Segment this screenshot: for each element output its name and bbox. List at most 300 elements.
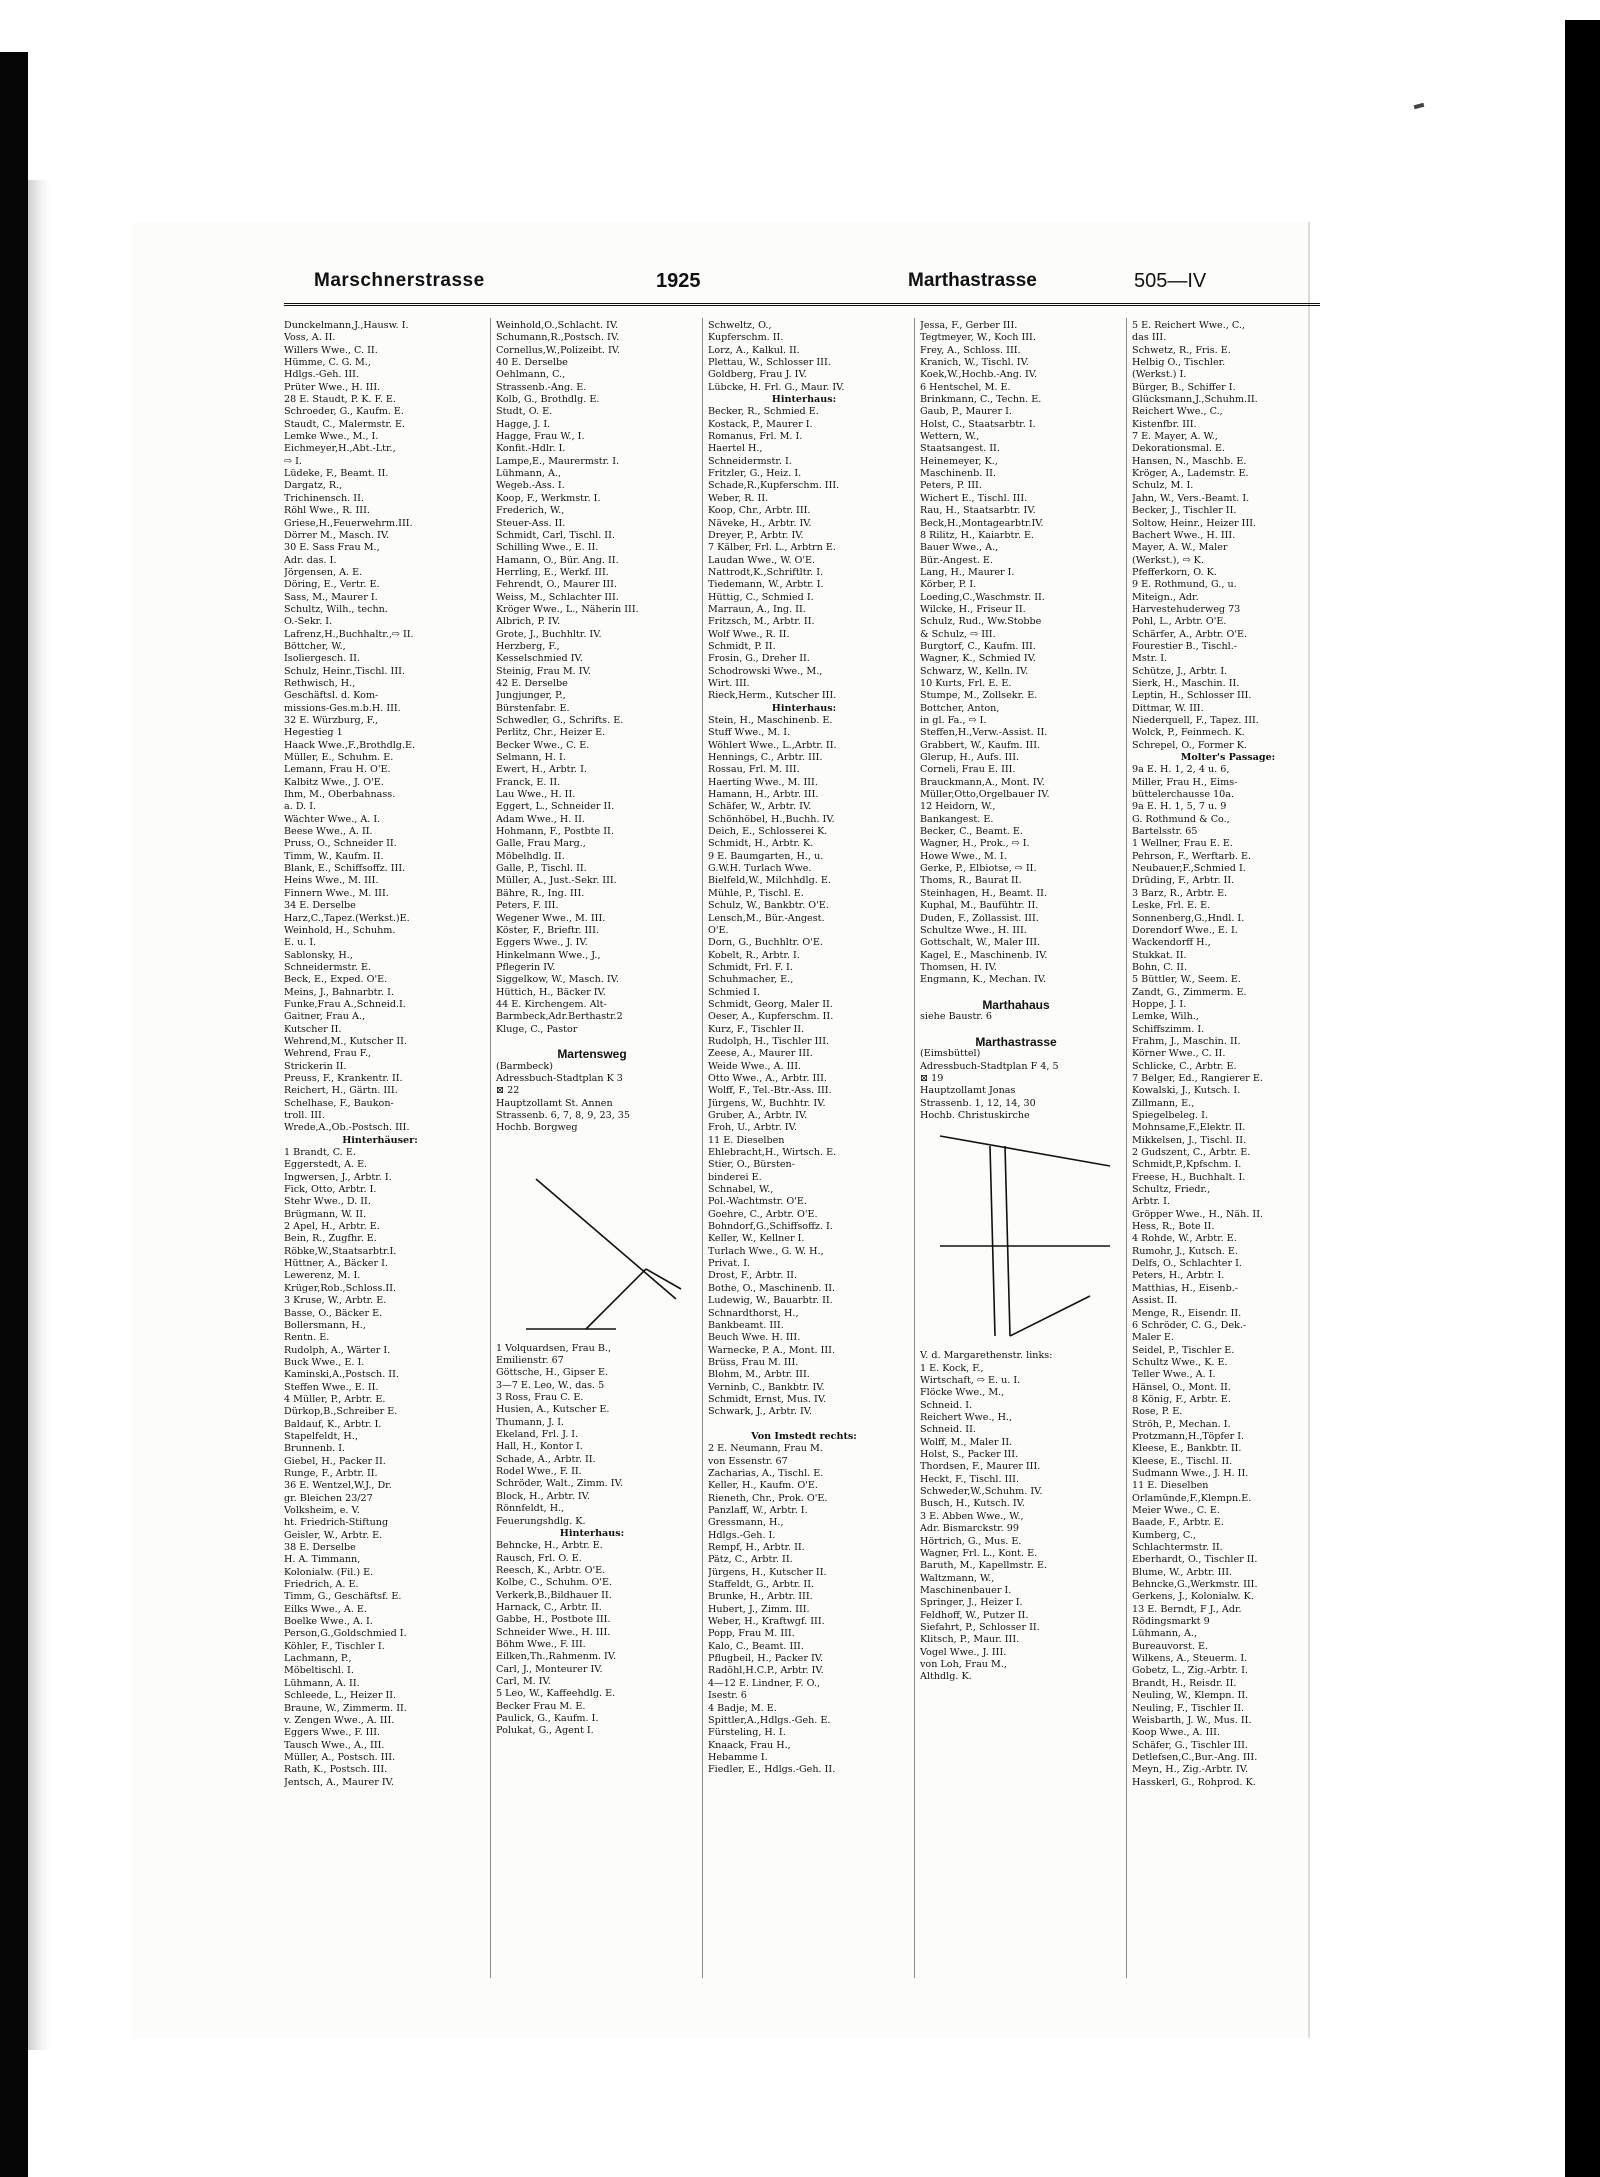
directory-entry: Heins Wwe., M. III. — [284, 875, 379, 887]
directory-entry: Wegeb.-Ass. I. — [496, 480, 565, 492]
scan-background — [0, 0, 1600, 52]
directory-entry: ht. Friedrich-Stiftung — [284, 1517, 389, 1529]
directory-entry: Emilienstr. 67 — [496, 1355, 564, 1367]
directory-entry: Schultz, Wilh., techn. — [284, 603, 388, 615]
directory-entry: Schütze, J., Arbtr. I. — [1132, 665, 1228, 677]
directory-entry: siehe Baustr. 6 — [920, 1011, 993, 1023]
directory-entry: Froh, U., Arbtr. IV. — [708, 1122, 797, 1134]
directory-entry: Schönhöbel, H.,Buchh. IV. — [708, 813, 835, 825]
directory-entry: v. Zengen Wwe., A. III. — [284, 1714, 395, 1726]
directory-entry: 1 Brandt, C. E. — [284, 1147, 356, 1159]
directory-entry: Haertel H., — [708, 443, 763, 455]
directory-entry: Adressbuch-Stadtplan F 4, 5 — [920, 1060, 1059, 1072]
directory-entry: Baldauf, K., Arbtr. I. — [284, 1418, 382, 1430]
street-line — [1010, 1296, 1090, 1336]
directory-entry: O'E. — [708, 924, 729, 936]
directory-entry: Sass, M., Maurer I. — [284, 591, 378, 603]
directory-entry: Becker, J., Tischler II. — [1132, 505, 1237, 517]
directory-entry: Bein, R., Zugfhr. E. — [284, 1233, 377, 1245]
directory-entry: Selmann, H. I. — [496, 752, 566, 764]
directory-entry: Schulz, Rud., Ww.Stobbe — [920, 616, 1042, 628]
column-1 — [284, 320, 476, 1789]
column-5 — [1132, 320, 1324, 1789]
directory-entry: Blank, E., Schiffsoffz. III. — [284, 863, 406, 875]
directory-entry: Steffen Wwe., E. II. — [284, 1381, 379, 1393]
directory-entry: Dittmar, W. III. — [1132, 702, 1204, 714]
directory-entry: Müller, A., Postsch. III. — [284, 1751, 396, 1763]
directory-entry: Feuerungshdlg. K. — [496, 1515, 586, 1527]
directory-entry: Thumann, J. I. — [496, 1416, 565, 1428]
directory-entry: Sablonsky, H., — [284, 949, 353, 961]
directory-entry: Tiedemann, W., Arbtr. I. — [708, 579, 824, 591]
directory-entry: Müller,Otto,Orgelbauer IV. — [920, 789, 1050, 801]
directory-entry: büttelerchausse 10a. — [1132, 789, 1235, 801]
directory-entry: troll. III. — [284, 1110, 325, 1121]
directory-entry: Strassenb. 1, 12, 14, 30 — [920, 1097, 1036, 1109]
directory-entry: Mikkelsen, J., Tischl. II. — [1132, 1134, 1247, 1146]
directory-entry: 6 Schröder, C. G., Dek.- — [1132, 1319, 1247, 1331]
directory-entry: Pehrson, F., Werftarb. E. — [1132, 850, 1252, 862]
street-line — [990, 1146, 995, 1336]
directory-entry: Pflegerin IV. — [496, 961, 556, 973]
directory-entry: 1 E. Kock, F., — [920, 1362, 984, 1374]
directory-entry: Ströh, P., Mechan. I. — [1132, 1418, 1231, 1430]
directory-entry: Adr. das. I. — [284, 554, 337, 566]
directory-entry: 7 Kälber, Frl. L., Arbtrn E. — [708, 542, 836, 554]
directory-entry: Schade,R.,Kupferschm. III. — [708, 480, 840, 492]
directory-entry: Pruss, O., Schneider II. — [284, 838, 397, 850]
directory-entry: Wrede,A.,Ob.-Postsch. III. — [284, 1122, 410, 1134]
directory-entry: Schade, A., Arbtr. II. — [496, 1453, 596, 1465]
directory-entry: Jentsch, A., Maurer IV. — [284, 1776, 394, 1788]
directory-entry: Meier Wwe., C. E. — [1132, 1505, 1220, 1516]
directory-entry: Beck,H.,Montagearbtr.IV. — [920, 517, 1044, 529]
directory-entry: Stumpe, M., Zollsekr. E. — [920, 690, 1038, 702]
directory-entry: Reesch, K., Arbtr. O'E. — [496, 1564, 606, 1576]
directory-entry: Tegtmeyer, W., Koch III. — [920, 332, 1036, 344]
section-heading: Hinterhäuser: — [342, 1134, 418, 1146]
directory-entry: Romanus, Frl. M. I. — [708, 431, 803, 443]
directory-entry: binderei E. — [708, 1171, 762, 1183]
directory-entry: 30 E. Sass Frau M., — [284, 542, 380, 554]
directory-entry: Schneid. I. — [920, 1399, 973, 1411]
directory-entry: Hüttner, A., Bäcker I. — [284, 1258, 388, 1270]
directory-entry: (Barmbeck) — [496, 1060, 553, 1072]
directory-entry: Otto Wwe., A., Arbtr. III. — [708, 1072, 827, 1084]
directory-entry: Kolb, G., Brothdlg. E. — [496, 394, 600, 406]
directory-entry: Mayer, A. W., Maler — [1132, 542, 1228, 554]
directory-entry: Staatsangest. II. — [920, 443, 1000, 455]
directory-entry: Gaub, P., Maurer I. — [920, 406, 1012, 418]
directory-entry: Staudt, C., Malermstr. E. — [284, 418, 406, 430]
directory-entry: Nattrodt,K.,Schriftltr. I. — [708, 566, 824, 578]
directory-entry: Haack Wwe.,F.,Brothdlg.E. — [284, 739, 416, 751]
directory-entry: Rose, P. E. — [1132, 1406, 1183, 1418]
directory-entry: Fick, Otto, Arbtr. I. — [284, 1184, 377, 1196]
street-sketch-martensweg — [496, 1139, 686, 1339]
directory-entry: Müller, A., Just.-Sekr. III. — [496, 875, 617, 887]
directory-entry: Weinhold, H., Schuhm. — [284, 924, 396, 936]
directory-entry: Isoliergesch. II. — [284, 653, 360, 665]
directory-entry: a. D. I. — [284, 801, 317, 813]
directory-entry: Gressmann, H., — [708, 1517, 784, 1529]
directory-entry: Bürger, B., Schiffer I. — [1132, 381, 1236, 393]
directory-entry: Eggers Wwe., F. III. — [284, 1727, 381, 1739]
directory-entry: Zeese, A., Maurer III. — [708, 1048, 813, 1060]
directory-entry: Drost, F., Arbtr. II. — [708, 1270, 798, 1282]
directory-entry: Rausch, Frl. O. E. — [496, 1552, 582, 1564]
directory-entry: Grabbert, W., Kaufm. III. — [920, 739, 1041, 751]
directory-entry: 4 Badje, M. E. — [708, 1702, 777, 1714]
directory-entry: Eichmeyer,H.,Abt.-Ltr., — [284, 443, 396, 455]
directory-entry: Becker Wwe., C. E. — [496, 739, 590, 751]
directory-entry: Herzberg, F., — [496, 640, 560, 652]
header-page-number: 505—IV — [1134, 270, 1207, 292]
directory-entry: Hoppe, J. I. — [1132, 998, 1187, 1010]
directory-entry: Brauckmann,A., Mont. IV. — [920, 776, 1045, 788]
directory-entry: Maler E. — [1132, 1332, 1174, 1344]
directory-entry: Rudolph, A., Wärter I. — [284, 1344, 391, 1356]
directory-entry: Kolonialw. (Fil.) E. — [284, 1566, 374, 1578]
header-right-street: Marthastrasse — [908, 270, 1037, 291]
directory-entry: Finnern Wwe., M. III. — [284, 887, 389, 899]
directory-entry: Voss, A. II. — [284, 332, 336, 344]
directory-entry: Frederich, W., — [496, 505, 565, 517]
directory-entry: Engmann, K., Mechan. IV. — [920, 974, 1047, 986]
directory-entry: Stuff Wwe., M. I. — [708, 727, 791, 739]
directory-entry: Kuphal, M., Baufühtr. II. — [920, 900, 1039, 912]
directory-entry: 6 Hentschel, M. E. — [920, 381, 1011, 393]
directory-entry: Knaack, Frau H., — [708, 1739, 791, 1751]
directory-entry: Schwedler, G., Schrifts. E. — [496, 715, 624, 726]
directory-entry: Kalo, C., Beamt. III. — [708, 1640, 804, 1652]
directory-entry: Springer, J., Heizer I. — [920, 1597, 1023, 1609]
book-spine — [0, 52, 28, 2177]
directory-entry: Griese,H.,Feuerwehrm.III. — [284, 517, 413, 529]
directory-entry: 9a E. H. 1, 2, 4 u. 6, — [1132, 764, 1230, 776]
directory-entry: Schneidermstr. E. — [284, 961, 372, 973]
scan-right-border — [1565, 20, 1600, 2177]
directory-entry: 3 E. Abben Wwe., W., — [920, 1510, 1024, 1522]
previous-page-edge — [28, 180, 50, 2050]
directory-entry: Kaminski,A.,Postsch. II. — [284, 1369, 399, 1381]
directory-entry: Geisler, W., Arbtr. E. — [284, 1529, 383, 1541]
directory-entry: Flöcke Wwe., M., — [920, 1387, 1005, 1399]
directory-entry: Rudolph, H., Tischler III. — [708, 1035, 830, 1047]
directory-entry: ⇨ I. — [284, 455, 302, 467]
directory-entry: Rodel Wwe., F. II. — [496, 1466, 582, 1478]
directory-entry: Kutscher II. — [284, 1023, 342, 1035]
directory-entry — [920, 987, 1112, 999]
street-section-title: Marthahaus — [982, 998, 1050, 1012]
directory-entry: 3 Barz, R., Arbtr. E. — [1132, 887, 1228, 899]
directory-entry: Rieneth, Chr., Prok. O'E. — [708, 1492, 828, 1504]
directory-entry: Brüss, Frau M. III. — [708, 1356, 799, 1368]
directory-entry: Wehrend,M., Kutscher II. — [284, 1035, 407, 1047]
directory-entry: Behncke, H., Arbtr. E. — [496, 1540, 603, 1552]
directory-entry: Zacharias, A., Tischl. E. — [708, 1467, 824, 1479]
column-2 — [496, 320, 688, 1738]
directory-entry: Runge, F., Arbtr. II. — [284, 1467, 378, 1479]
directory-entry: Baade, F., Arbtr. E. — [1132, 1517, 1224, 1529]
directory-entry: Lorz, A., Kalkul. II. — [708, 344, 800, 356]
directory-entry: Dorendorf Wwe., E. I. — [1132, 924, 1238, 936]
directory-entry: Person,G.,Goldschmied I. — [284, 1628, 407, 1640]
directory-entry: Lachmann, P., — [284, 1653, 352, 1665]
directory-entry: Zillmann, E., — [1132, 1097, 1195, 1109]
directory-entry: Weber, R. II. — [708, 492, 769, 504]
directory-entry: 9 E. Rothmund, G., u. — [1132, 579, 1237, 591]
directory-entry: Albrich, P. IV. — [496, 616, 561, 628]
directory-entry: Rieck,Herm., Kutscher III. — [708, 690, 837, 702]
directory-entry: 32 E. Würzburg, F., — [284, 715, 379, 726]
directory-entry: Schmidt, Carl, Tischl. II. — [496, 529, 615, 541]
directory-entry: Hagge, Frau W., I. — [496, 431, 585, 443]
directory-entry: Dreyer, P., Arbtr. IV. — [708, 529, 804, 541]
directory-entry: Hagge, J. I. — [496, 418, 551, 430]
directory-entry: Isestr. 6 — [708, 1690, 747, 1702]
directory-entry: Ewert, H., Arbtr. I. — [496, 764, 587, 776]
directory-entry: Brandt, H., Reisdr. II. — [1132, 1677, 1237, 1689]
directory-entry: Bureauvorst. E. — [1132, 1640, 1209, 1652]
directory-entry: Meyn, H., Zig.-Arbtr. IV. — [1132, 1764, 1249, 1776]
directory-columns — [284, 320, 1320, 1980]
directory-entry: Barmbeck,Adr.Berthastr.2 — [496, 1011, 623, 1023]
directory-entry: Schodrowski Wwe., M., — [708, 665, 823, 677]
directory-entry: Privat. I. — [708, 1258, 751, 1270]
directory-entry: Hennings, C., Arbtr. III. — [708, 752, 823, 764]
directory-entry: Stein, H., Maschinenb. E. — [708, 715, 833, 726]
directory-entry: Bielfeld,W., Milchhdlg. E. — [708, 875, 831, 887]
directory-entry: Franck, E. II. — [496, 776, 561, 788]
directory-entry: 12 Heidorn, W., — [920, 801, 996, 813]
directory-entry: Mohnsame,F.,Elektr. II. — [1132, 1122, 1246, 1134]
directory-entry: Meins, J., Bahnarbtr. I. — [284, 986, 394, 998]
directory-entry: Weinhold,O.,Schlacht. IV. — [496, 320, 619, 331]
directory-entry: Koop, F., Werkmstr. I. — [496, 492, 601, 504]
directory-entry: Klitsch, P., Maur. III. — [920, 1634, 1020, 1646]
directory-entry: Hohmann, F., Postbte II. — [496, 826, 614, 838]
directory-entry: Beuch Wwe. H. III. — [708, 1332, 801, 1344]
directory-entry: Körber, P. I. — [920, 579, 977, 591]
directory-entry: Koop, Chr., Arbtr. III. — [708, 505, 811, 517]
directory-entry: Wilcke, H., Friseur II. — [920, 603, 1026, 615]
directory-entry: Röhl Wwe., R. III. — [284, 505, 370, 517]
directory-entry: Schärfer, A., Arbtr. O'E. — [1132, 628, 1248, 640]
directory-entry: (Eimsbüttel) — [920, 1048, 981, 1060]
directory-entry: Kupferschm. II. — [708, 332, 784, 344]
directory-entry: V. d. Margarethenstr. links: — [920, 1350, 1053, 1362]
directory-entry: Brunnenb. I. — [284, 1443, 346, 1455]
directory-entry: Wettern, W., — [920, 431, 980, 443]
directory-entry: Schroeder, G., Kaufm. E. — [284, 406, 404, 418]
directory-entry: Thomsen, H. IV. — [920, 961, 997, 973]
directory-entry: Basse, O., Bäcker E. — [284, 1307, 383, 1319]
directory-entry: Gerke, P., Elbiotse, ⇨ II. — [920, 863, 1037, 875]
directory-entry: (Werkst.) I. — [1132, 369, 1187, 381]
directory-entry: Behncke,G.,Werkmstr. III. — [1132, 1579, 1258, 1591]
directory-entry: Haerting Wwe., M. III. — [708, 776, 818, 788]
directory-entry: Strassenb. 6, 7, 8, 9, 23, 35 — [496, 1110, 631, 1121]
directory-entry: Schneid. II. — [920, 1424, 976, 1436]
directory-entry: Schweder,W.,Schuhm. IV. — [920, 1486, 1043, 1498]
directory-entry: Harz,C.,Tapez.(Werkst.)E. — [284, 912, 410, 924]
directory-entry: Lemke Wwe., M., I. — [284, 431, 379, 443]
directory-entry: Hüttich, H., Bäcker IV. — [496, 986, 606, 998]
directory-entry: Miller, Frau H., Eims- — [1132, 776, 1238, 788]
directory-entry: Ekeland, Frl. J. I. — [496, 1429, 579, 1441]
directory-entry: Dörrer M., Masch. IV. — [284, 529, 390, 541]
directory-entry: Paulick, G., Kaufm. I. — [496, 1713, 599, 1724]
directory-entry: Althdlg. K. — [920, 1671, 972, 1683]
directory-entry: Schilling Wwe., E. II. — [496, 542, 599, 554]
directory-entry: Lensch,M., Bür.-Angest. — [708, 912, 825, 924]
directory-entry: Döring, E., Vertr. E. — [284, 579, 380, 591]
directory-entry: Eggers Wwe., J. IV. — [496, 937, 588, 949]
directory-entry: Kagel, E., Maschinenb. IV. — [920, 949, 1048, 961]
directory-entry: 1 Volquardsen, Frau B., — [496, 1342, 612, 1354]
directory-entry: Herrling, E., Werkf. III. — [496, 566, 609, 578]
directory-entry: 5 Büttler, W., Seem. E. — [1132, 974, 1241, 986]
directory-entry: Mstr. I. — [1132, 653, 1168, 665]
directory-entry: Wackendorff H., — [1132, 937, 1211, 949]
directory-entry: 2 E. Neumann, Frau M. — [708, 1443, 823, 1455]
directory-entry: Hebamme I. — [708, 1751, 768, 1763]
directory-entry: 36 E. Wentzel,W.J., Dr. — [284, 1480, 392, 1492]
directory-entry: O.-Sekr. I. — [284, 616, 333, 628]
directory-entry: Frosin, G., Dreher II. — [708, 653, 810, 665]
directory-entry: Rethwisch, H., — [284, 677, 356, 689]
directory-entry: Protzmann,H.,Töpfer I. — [1132, 1430, 1245, 1442]
directory-entry: Peters, F. III. — [496, 900, 559, 912]
directory-entry: Becker, R., Schmied E. — [708, 406, 819, 418]
directory-entry: 34 E. Derselbe — [284, 900, 356, 912]
directory-entry: G.W.H. Turlach Wwe. — [708, 863, 812, 875]
directory-entry: Bohndorf,G.,Schiffsoffz. I. — [708, 1221, 833, 1233]
directory-entry: Schweltz, O., — [708, 320, 772, 331]
directory-entry: Fritzsch, M., Arbtr. II. — [708, 616, 815, 628]
directory-entry: Wagner, K., Schmied IV. — [920, 653, 1036, 665]
directory-entry: Marraun, A., Ing. II. — [708, 603, 806, 615]
directory-entry: 4 Müller, P., Arbtr. E. — [284, 1393, 386, 1405]
directory-entry: Pflugbeil, H., Packer IV. — [708, 1653, 824, 1665]
directory-entry: Schneidermstr. I. — [708, 455, 792, 467]
directory-entry: Eggert, L., Schneider II. — [496, 801, 615, 813]
directory-entry: Schulz, W., Bankbtr. O'E. — [708, 900, 829, 912]
directory-entry: Gaitner, Frau A., — [284, 1011, 366, 1023]
directory-entry: Buck Wwe., E. I. — [284, 1356, 365, 1368]
directory-entry: Goehre, C., Arbtr. O'E. — [708, 1208, 818, 1220]
directory-entry: Kistenfbr. III. — [1132, 418, 1197, 430]
directory-entry: Spiegelbeleg. I. — [1132, 1110, 1208, 1121]
directory-entry: H. A. Timmann, — [284, 1554, 361, 1566]
directory-entry: Kesselschmied IV. — [496, 653, 583, 665]
directory-entry: Becker Frau M. E. — [496, 1700, 586, 1712]
directory-entry: Wolck, P., Feinmech. K. — [1132, 727, 1245, 739]
directory-entry: Volksheim, e. V. — [284, 1505, 360, 1516]
directory-entry: Laudan Wwe., W. O'E. — [708, 554, 816, 566]
directory-entry: (Werkst.), ⇨ K. — [1132, 554, 1204, 566]
directory-entry: Steuer-Ass. II. — [496, 517, 566, 529]
directory-entry: Stehr Wwe., D. II. — [284, 1196, 371, 1208]
directory-entry: Gruber, A., Arbtr. IV. — [708, 1110, 808, 1121]
directory-entry: Schumann,R.,Postsch. IV. — [496, 332, 620, 344]
section-heading: Hinterhaus: — [771, 394, 837, 406]
directory-entry: Pol.-Wachtmstr. O'E. — [708, 1196, 807, 1208]
directory-entry: Jessa, F., Gerber III. — [920, 320, 1018, 331]
directory-entry: Kleese, E., Tischl. II. — [1132, 1455, 1233, 1467]
directory-entry: Hochb. Borgweg — [496, 1122, 578, 1134]
directory-entry: 11 E. Dieselben — [708, 1134, 785, 1146]
street-sketch-marthastrasse — [920, 1126, 1110, 1346]
header-year: 1925 — [656, 270, 701, 292]
directory-entry: Lemke, Wilh., — [1132, 1011, 1199, 1023]
directory-entry: Fourestier B., Tischl.- — [1132, 640, 1238, 652]
header-rule — [284, 303, 1320, 306]
directory-entry: Keller, W., Kellner I. — [708, 1233, 805, 1245]
directory-entry: 8 König, F., Arbtr. E. — [1132, 1393, 1231, 1405]
directory-entry: Busch, H., Kutsch. IV. — [920, 1498, 1025, 1510]
directory-entry: Ingwersen, J., Arbtr. I. — [284, 1171, 392, 1183]
directory-entry: Wöhlert Wwe., L.,Arbtr. II. — [708, 739, 837, 751]
directory-entry: Beese Wwe., A. II. — [284, 826, 373, 838]
directory-entry: Pfefferkorn, O. K. — [1132, 566, 1217, 578]
directory-entry: Popp, Frau M. III. — [708, 1628, 795, 1640]
directory-entry: Bartelsstr. 65 — [1132, 826, 1198, 838]
directory-entry: Thordsen, F., Maurer III. — [920, 1461, 1041, 1473]
directory-entry: Rath, K., Postsch. III. — [284, 1764, 388, 1776]
directory-entry: Sonnenberg,G.,Hndl. I. — [1132, 912, 1245, 924]
directory-entry: Adressbuch-Stadtplan K 3 — [496, 1072, 623, 1084]
directory-entry: Lühmann, A., — [1132, 1628, 1198, 1640]
directory-entry: Hamann, O., Bür. Ang. II. — [496, 554, 619, 566]
directory-entry: Wehrend, Frau F., — [284, 1048, 372, 1060]
directory-entry: Schultz Wwe., K. E. — [1132, 1356, 1228, 1368]
directory-entry: Eilks Wwe., A. E. — [284, 1603, 367, 1615]
directory-entry — [708, 1419, 900, 1431]
directory-entry: Holst, S., Packer III. — [920, 1449, 1019, 1461]
directory-entry: Kowalski, J., Kutsch. I. — [1132, 1085, 1241, 1097]
directory-entry: Timm, W., Kaufm. II. — [284, 850, 384, 862]
directory-entry: Plettau, W., Schlosser III. — [708, 357, 831, 369]
directory-entry: Delfs, O., Schlachter I. — [1132, 1258, 1242, 1270]
directory-entry: Jürgens, W., Buchhtr. IV. — [708, 1097, 826, 1109]
directory-entry: 9 E. Baumgarten, H., u. — [708, 850, 824, 862]
directory-entry: Schleede, L., Heizer II. — [284, 1690, 397, 1702]
directory-entry: Kobelt, R., Arbtr. I. — [708, 949, 800, 961]
directory-entry: Goldberg, Frau J. IV. — [708, 369, 807, 381]
directory-entry: Hegestieg 1 — [284, 727, 343, 739]
column-3 — [708, 320, 900, 1777]
directory-entry: Bauer Wwe., A., — [920, 542, 999, 554]
directory-entry: E. u. I. — [284, 937, 317, 949]
directory-entry: Sudmann Wwe., J. H. II. — [1132, 1467, 1249, 1479]
directory-entry: Verkerk,B.,Bildhauer II. — [496, 1589, 612, 1601]
directory-entry: Körner Wwe., C. II. — [1132, 1048, 1226, 1060]
directory-entry: Hess, R., Bote II. — [1132, 1221, 1215, 1233]
directory-entry: 7 Belger, Ed., Rangierer E. — [1132, 1072, 1263, 1084]
directory-entry: Bothe, O., Maschinenb. II. — [708, 1282, 836, 1294]
directory-entry: Fiedler, E., Hdlgs.-Geh. II. — [708, 1764, 836, 1776]
directory-entry: Maschinenbauer I. — [920, 1584, 1012, 1596]
directory-entry: Brügmann, W. II. — [284, 1208, 367, 1220]
directory-entry: Geschäftsl. d. Kom- — [284, 690, 379, 702]
directory-entry: Neubauer,F.,Schmied I. — [1132, 863, 1246, 875]
directory-entry: Sierk, H., Maschin. II. — [1132, 677, 1240, 689]
directory-entry: Carl, M. IV. — [496, 1675, 551, 1687]
directory-entry: Schmied I. — [708, 986, 760, 998]
directory-entry: Hubert, J., Zimm. III. — [708, 1603, 810, 1615]
